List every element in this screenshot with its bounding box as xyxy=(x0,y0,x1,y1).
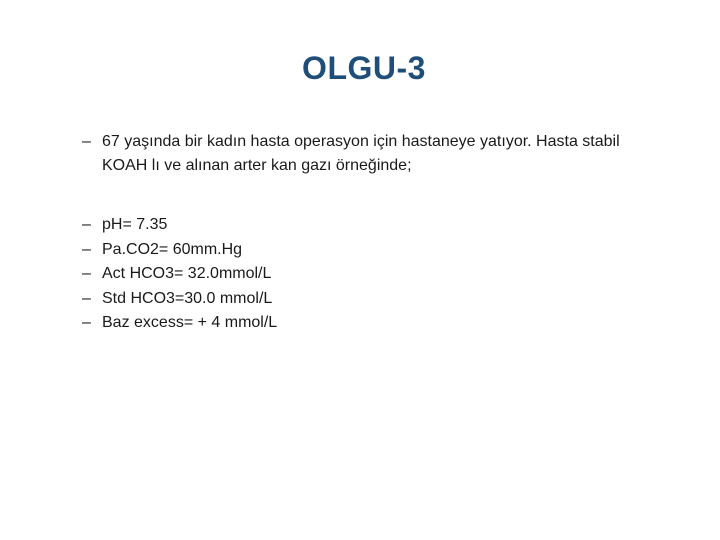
list-item xyxy=(82,311,482,336)
intro-text: 67 yaşında bir kadın hasta operasyon için hastaneye yatıyor. Hasta stabil KOAH lı ve alınan arter kan gazı örneğinde; xyxy=(102,133,620,174)
list-item xyxy=(82,213,482,238)
lab-value-paco2: Pa.CO2= 60mm.Hg xyxy=(102,240,243,258)
bullet-dash: – xyxy=(82,216,91,233)
intro-bullet xyxy=(82,130,662,178)
list-item xyxy=(82,262,482,287)
lab-value-std-hco3: Std HCO3=30.0 mmol/L xyxy=(102,289,273,307)
lab-value-base-excess: Baz excess= + 4 mmol/L xyxy=(102,314,278,331)
lab-values-list xyxy=(82,213,482,336)
slide-title: OLGU-3 xyxy=(302,50,426,86)
lab-value-act-hco3: Act HCO3= 32.0mmol/L xyxy=(102,265,272,282)
list-item xyxy=(82,287,482,312)
bullet-dash: – xyxy=(82,265,91,282)
list-item xyxy=(82,238,482,263)
bullet-dash: – xyxy=(82,240,91,258)
bullet-dash: – xyxy=(82,133,91,150)
lab-value-ph: pH= 7.35 xyxy=(102,216,168,233)
bullet-dash: – xyxy=(82,289,91,307)
bullet-dash: – xyxy=(82,314,91,331)
